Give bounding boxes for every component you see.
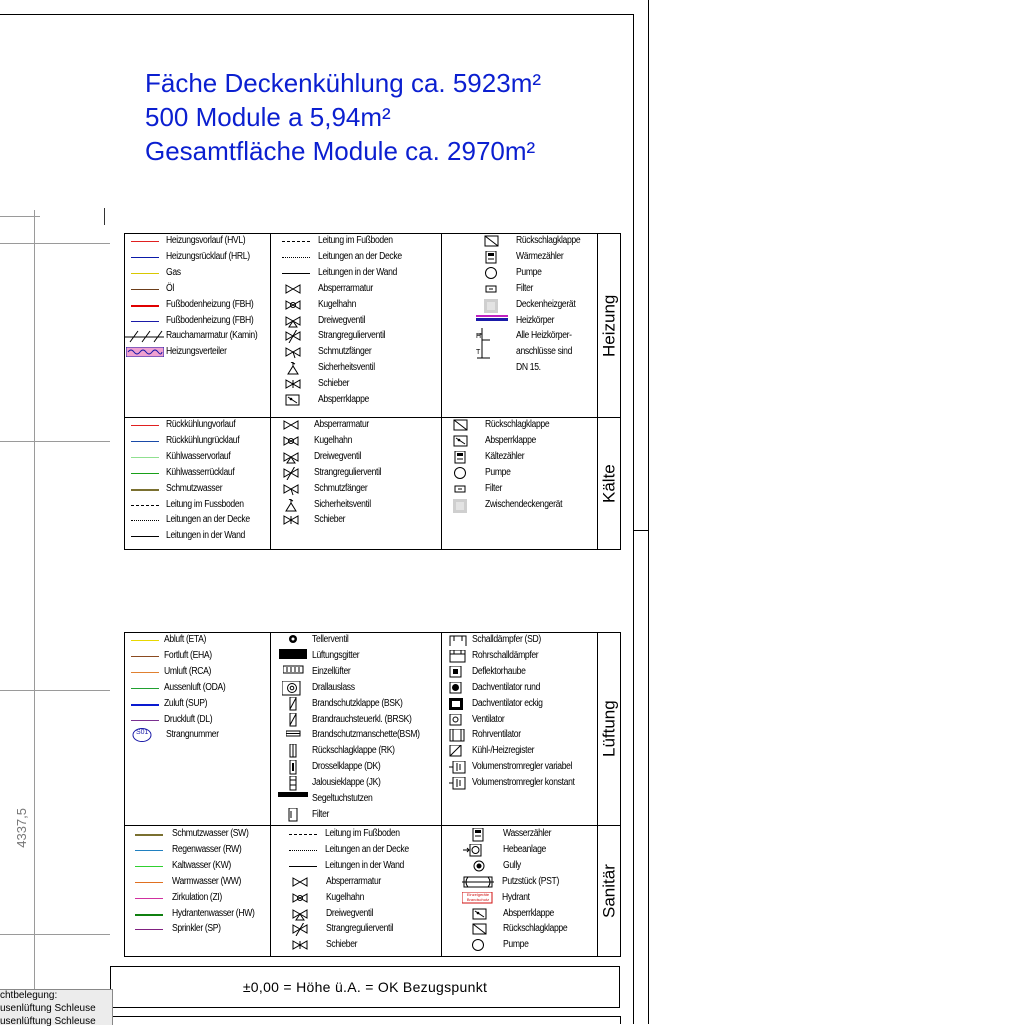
kaelte-linetype-6 [131, 520, 159, 521]
sanitaer-armatur-label: Leitung im Fußboden [325, 828, 400, 839]
sanitaer-linetype-2 [289, 866, 317, 867]
kaelte-ball-icon [283, 435, 299, 448]
lueftung-line-2 [131, 672, 159, 673]
kaelte-armatur-label: Absperrarmatur [314, 419, 369, 430]
lueftung-label: Aussenluft (ODA) [164, 681, 226, 693]
lueftung-label: Umluft (RCA) [164, 665, 212, 677]
heizung-armatur-label: Dreiwegventil [318, 314, 366, 326]
frame-inner-right [633, 14, 634, 1024]
lueftung-drall-icon [282, 681, 302, 696]
heizung-klappe-icon [285, 394, 301, 407]
kaelte-label: Leitung im Fussboden [166, 498, 244, 510]
plan-vline [34, 210, 35, 1010]
plan-hline-1 [0, 216, 40, 217]
heizung-armatur-label: Sicherheitsventil [318, 362, 375, 374]
heizung-armatur-label: Schmutzfänger [318, 346, 372, 358]
kaelte-armatur-label: Schmutzfänger [314, 482, 368, 494]
sanitaer-linetype-1 [289, 850, 317, 851]
kaelte-pumpe-icon [453, 467, 469, 481]
heizung-linetype-1 [282, 257, 310, 258]
heizung-rueck-icon [484, 235, 500, 249]
lueftung-komponente-label: Segeltuchstutzen [312, 793, 373, 804]
lueftung-rk-icon [287, 744, 299, 759]
lueftung-filt2-icon [286, 808, 300, 823]
heizung-schieber-icon [285, 378, 301, 391]
heizung-sicher-icon [285, 362, 301, 375]
heizung-schmutz-icon [285, 346, 301, 359]
sanitaer-valve-icon [292, 876, 308, 889]
col-divider-4 [270, 632, 271, 957]
kaelte-komponente-label: Filter [485, 482, 503, 494]
sanitaer-klappe-icon [472, 908, 488, 922]
heizung-armatur-label: Absperrklappe [318, 394, 369, 405]
lueftung-label: Strangnummer [166, 729, 219, 741]
lueftung-vent-icon [449, 714, 467, 727]
lueftung-segel-icon [278, 792, 310, 807]
lueftung-bsm-icon [286, 728, 302, 743]
kaelte-komponente-label: Absperrklappe [485, 434, 536, 446]
sanitaer-komponente-label: Gully [503, 859, 521, 871]
title-line-1: Fäche Deckenkühlung ca. 5923m² [145, 68, 542, 98]
bottom-box-line [110, 1016, 620, 1017]
lueftung-dk-icon [287, 760, 299, 775]
heizung-linetype-2 [282, 273, 310, 274]
plan-hline-5 [0, 934, 110, 935]
lueftung-komponente-label: Brandschutzmanschette(BSM) [312, 729, 420, 741]
sanitaer-line-1 [135, 850, 163, 851]
kaelte-filter-icon [453, 483, 469, 497]
strangnummer-badge: S01 [136, 729, 149, 737]
sanitaer-line-6 [135, 929, 163, 930]
sanitaer-wz-icon [471, 828, 485, 842]
lueftung-einzel-icon [283, 665, 305, 680]
cursor-mark [104, 208, 105, 225]
sheet-right-edge [648, 0, 649, 1024]
kaelte-komponente-label: Zwischendeckengerät [485, 498, 563, 510]
sanitaer-label: Schmutzwasser (SW) [172, 828, 249, 839]
lueftung-komponente-label: Tellerventil [312, 634, 349, 645]
title-line-3: Gesamtfläche Module ca. 2970m² [145, 136, 536, 166]
heizung-pumpe-icon [484, 267, 500, 281]
note-line-3: usenlüftung Schleuse [0, 1016, 96, 1027]
kaelte-klappe-icon [453, 435, 469, 449]
kaelte-zaehler-icon [453, 451, 469, 465]
sanitaer-hebe-icon [463, 844, 483, 858]
sanitaer-armatur-label: Strangregulierventil [326, 923, 394, 935]
title-line-2: 500 Module a 5,94m² [145, 102, 391, 132]
lueftung-komponente-label: Einzellüfter [312, 665, 351, 677]
lueftung-komponente-label: Filter [312, 808, 330, 820]
section-label-lueftung: Lüftung [599, 700, 619, 758]
sanitaer-rueck-icon [472, 923, 488, 937]
lueftung-teller-icon [287, 633, 299, 648]
sanitaer-label: Zirkulation (ZI) [172, 891, 222, 903]
kaelte-armatur-label: Schieber [314, 514, 346, 526]
lueftung-geraet-label: Rohrschalldämpfer [472, 649, 539, 661]
bottom-box-right [620, 1016, 621, 1024]
kaelte-line-2 [131, 457, 159, 458]
heizung-line-5 [131, 321, 159, 322]
heizung-komponente-label: Pumpe [516, 266, 542, 278]
lueftung-line-0 [131, 640, 159, 641]
lueftung-line-1 [131, 656, 159, 657]
heizung-geraet-icon [484, 299, 500, 313]
lueftung-geraet-label: Rohrventilator [472, 729, 521, 741]
sanitaer-armatur-label: Schieber [326, 939, 358, 951]
heizung-armatur-label: Leitung im Fußboden [318, 235, 393, 246]
lueftung-line-3 [131, 688, 159, 689]
heizung-armatur-label: Leitungen an der Decke [318, 250, 402, 262]
lueftung-defl-icon [449, 666, 467, 679]
hydrant-badge-text: Einzelgeräte Brandschutz [466, 891, 490, 902]
kaelte-strang-icon [283, 467, 299, 480]
section-label-sanitaer: Sanitär [599, 864, 619, 919]
heizung-komponente-label: Alle Heizkörper- [516, 330, 572, 342]
sanitaer-label: Kaltwasser (KW) [172, 859, 231, 871]
lueftung-gitter-icon [279, 649, 309, 664]
kaelte-schieber-icon [283, 514, 299, 527]
lueftung-geraet-label: Volumenstromregler konstant [472, 777, 575, 789]
sanitaer-threeway-icon [292, 908, 308, 921]
heizung-armatur-label: Kugelhahn [318, 298, 357, 310]
lueftung-vsr-icon [449, 761, 467, 774]
heizung-heizk-icon [476, 315, 510, 329]
lueftung-komponente-label: Jalousieklappe (JK) [312, 777, 381, 789]
lueftung-vsr-icon [449, 777, 467, 790]
heizung-label: Fußbodenheizung (FBH) [166, 314, 254, 326]
area-title-block [145, 66, 541, 168]
kaelte-sicher-icon [283, 499, 299, 512]
sanitaer-ball-icon [292, 892, 308, 905]
kaelte-label: Kühlwasserrücklauf [166, 466, 235, 478]
kaelte-label: Rückkühlungvorlauf [166, 419, 236, 430]
heizung-komponente-label: Filter [516, 282, 534, 294]
kaelte-komponente-label: Pumpe [485, 466, 511, 478]
col-divider-2 [441, 233, 442, 550]
sanitaer-line-4 [135, 898, 163, 899]
verteiler-icon [126, 347, 164, 357]
heizung-zaehler-icon [484, 251, 500, 265]
heizung-line-2 [131, 273, 159, 274]
heizung-filter-icon [484, 283, 500, 297]
section-label-kaelte: Kälte [599, 464, 619, 503]
sanitaer-komponente-label: Pumpe [503, 939, 529, 951]
dimension-label: 4337,5 [14, 808, 29, 848]
lueftung-geraet-label: Ventilator [472, 713, 505, 725]
col-divider-5 [441, 632, 442, 957]
sanitaer-pumpe-icon [471, 939, 485, 953]
heizung-line-3 [131, 289, 159, 290]
lueftung-komponente-label: Rückschlagklappe (RK) [312, 745, 395, 757]
heizung-line-4 [131, 305, 159, 307]
anschluss-icon [476, 328, 498, 368]
heizung-komponente-label: DN 15. [516, 362, 541, 374]
lueftung-kuehl-icon [449, 745, 467, 758]
lueftung-komponente-label: Brandrauchsteuerkl. (BRSK) [312, 713, 412, 725]
kaelte-komponente-label: Rückschlagklappe [485, 419, 550, 430]
sanitaer-armatur-label: Dreiwegventil [326, 907, 374, 919]
lueftung-label: Abluft (ETA) [164, 634, 207, 645]
heizung-komponente-label: Wärmezähler [516, 250, 564, 262]
section-label-heizung: Heizung [599, 294, 619, 357]
kaelte-label: Leitungen an der Decke [166, 514, 250, 526]
sanitaer-pst-icon [462, 876, 495, 890]
sanitaer-armatur-label: Leitungen in der Wand [325, 859, 404, 871]
heizung-label: Heizungsverteiler [166, 346, 227, 358]
heizung-label: Heizungsvorlauf (HVL) [166, 235, 246, 246]
kaelte-armatur-label: Kugelhahn [314, 434, 353, 446]
lueftung-geraet-label: Volumenstromregler variabel [472, 761, 573, 773]
sanitaer-label: Sprinkler (SP) [172, 923, 221, 935]
sanitaer-gully-icon [472, 860, 486, 874]
lueftung-line-5 [131, 720, 159, 721]
kaelte-line-4 [131, 489, 159, 491]
lueftung-line-4 [131, 704, 159, 706]
kaelte-threeway-icon [283, 451, 299, 464]
sanitaer-line-2 [135, 866, 163, 867]
kaelte-linetype-5 [131, 505, 159, 506]
kaelte-armatur-label: Strangregulierventil [314, 466, 382, 478]
kaelte-line-0 [131, 425, 159, 426]
heizung-komponente-label: Heizkörper [516, 314, 555, 326]
kaelte-geraet-icon [453, 499, 469, 513]
sanitaer-strang-icon [292, 923, 308, 936]
sanitaer-linetype-0 [289, 834, 317, 835]
lueftung-rsd-icon [449, 650, 467, 663]
reference-height-note: ±0,00 = Höhe ü.A. = OK Bezugspunkt [110, 966, 620, 1008]
kaelte-line-1 [131, 441, 159, 442]
plan-hline-2 [0, 243, 110, 244]
lueftung-dachr-icon [449, 682, 467, 695]
heizung-komponente-label: Deckenheizgerät [516, 298, 576, 310]
kaelte-label: Leitungen in der Wand [166, 530, 245, 542]
sanitaer-label: Warmwasser (WW) [172, 875, 242, 887]
lueftung-geraet-label: Deflektorhaube [472, 665, 526, 677]
kaelte-label: Rückkühlungrücklauf [166, 434, 240, 446]
lueftung-komponente-label: Drallauslass [312, 681, 355, 693]
sanitaer-komponente-label: Hydrant [502, 891, 530, 903]
note-line-1: chtbelegung: [0, 990, 58, 1001]
lueftung-jk-icon [287, 776, 299, 791]
heizung-komponente-label: Rückschlagklappe [516, 235, 581, 246]
lueftung-geraet-label: Kühl-/Heizregister [472, 745, 535, 757]
sanitaer-line-3 [135, 882, 163, 883]
plan-hline-4 [0, 690, 110, 691]
heizung-label: Fußbodenheizung (FBH) [166, 298, 254, 310]
heizung-label: Öl [166, 282, 174, 294]
svg-text:H: H [476, 333, 482, 341]
lueftung-geraet-label: Schalldämpfer (SD) [472, 634, 541, 645]
kaelte-label: Schmutzwasser [166, 482, 223, 494]
kaelte-line-3 [131, 473, 159, 474]
svg-text:T: T [476, 349, 481, 357]
rauch-icon [124, 329, 166, 343]
heizung-armatur-label: Leitungen in der Wand [318, 266, 397, 278]
kaelte-komponente-label: Kältezähler [485, 450, 525, 462]
lueftung-komponente-label: Lüftungsgitter [312, 649, 360, 661]
kaelte-linetype-7 [131, 536, 159, 537]
sanitaer-line-0 [135, 834, 163, 836]
heizung-armatur-label: Absperrarmatur [318, 282, 373, 294]
sanitaer-label: Regenwasser (RW) [172, 843, 242, 855]
sanitaer-komponente-label: Putzstück (PST) [502, 875, 559, 887]
heizung-linetype-0 [282, 241, 310, 242]
kaelte-armatur-label: Dreiwegventil [314, 450, 362, 462]
sanitaer-komponente-label: Rückschlagklappe [503, 923, 568, 935]
heizung-threeway-icon [285, 315, 301, 328]
kaelte-rueck-icon [453, 419, 469, 433]
kaelte-armatur-label: Sicherheitsventil [314, 498, 371, 510]
heizung-valve-icon [285, 283, 301, 296]
lueftung-rohrv-icon [449, 729, 467, 742]
sanitaer-label: Hydrantenwasser (HW) [172, 907, 255, 919]
sanitaer-komponente-label: Wasserzähler [503, 828, 552, 839]
col-divider-1 [270, 233, 271, 550]
sanitaer-komponente-label: Absperrklappe [503, 907, 554, 919]
heizung-armatur-label: Strangregulierventil [318, 330, 386, 342]
heizung-line-1 [131, 257, 159, 258]
lueftung-komponente-label: Brandschutzklappe (BSK) [312, 697, 403, 709]
sanitaer-armatur-label: Leitungen an der Decke [325, 843, 409, 855]
sanitaer-komponente-label: Hebeanlage [503, 843, 546, 855]
heizung-label: Heizungsrücklauf (HRL) [166, 250, 250, 262]
heizung-line-0 [131, 241, 159, 242]
lueftung-label: Zuluft (SUP) [164, 697, 208, 709]
note-line-2: usenlüftung Schleuse [0, 1003, 96, 1014]
sanitaer-armatur-label: Kugelhahn [326, 891, 365, 903]
heizung-armatur-label: Schieber [318, 378, 350, 390]
sanitaer-schieber-icon [292, 939, 308, 952]
heizung-ball-icon [285, 299, 301, 312]
lueftung-bsk-icon [287, 713, 299, 728]
heizung-komponente-label: anschlüsse sind [516, 346, 573, 358]
lueftung-geraet-label: Dachventilator eckig [472, 697, 543, 709]
lueftung-komponente-label: Drosselklappe (DK) [312, 761, 381, 773]
lueftung-dache-icon [449, 698, 467, 711]
plan-hline-3 [0, 441, 110, 442]
kaelte-valve-icon [283, 419, 299, 432]
kaelte-schmutz-icon [283, 483, 299, 496]
frame-top [0, 14, 634, 15]
heizung-label: Rauchamarmatur (Kamin) [166, 330, 258, 342]
lueftung-label: Fortluft (EHA) [164, 649, 212, 661]
lueftung-label: Druckluft (DL) [164, 713, 213, 725]
sanitaer-line-5 [135, 914, 163, 916]
heizung-strang-icon [285, 330, 301, 343]
sanitaer-armatur-label: Absperrarmatur [326, 875, 381, 887]
lueftung-geraet-label: Dachventilator rund [472, 681, 541, 693]
lueftung-sd-icon [449, 634, 467, 647]
lueftung-bsk-icon [287, 697, 299, 712]
heizung-label: Gas [166, 266, 181, 278]
frame-notch [633, 530, 649, 531]
kaelte-label: Kühlwasservorlauf [166, 450, 231, 462]
